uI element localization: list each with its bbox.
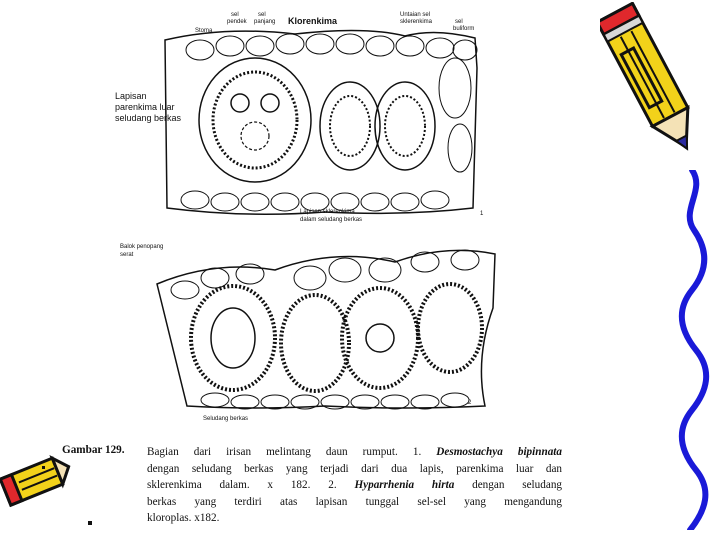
caption-line: sklerenkima dalam. x 182. 2. Hyparrhenia hirta dengan seludang xyxy=(147,479,563,491)
pencil-icon xyxy=(0,452,72,512)
label-sel-pendek: pendek xyxy=(227,19,247,25)
caption-line: dengan seludang berkas yang terjadi dari dua lapis, parenkima luar dan xyxy=(147,462,562,475)
label-sel-panjang: sel xyxy=(258,12,266,18)
label-lapisan-sklerenkima: dalam seludang berkas xyxy=(300,217,363,223)
label-sel-buliform: buliform xyxy=(453,26,475,32)
label-klorenkima: Klorenkima xyxy=(288,16,338,26)
caption-text xyxy=(147,444,562,527)
label-sel-pendek: sel xyxy=(231,12,239,18)
bullet-mark xyxy=(42,466,45,469)
label-balok-penopang: Balok penopang xyxy=(120,244,164,250)
species-name: Desmostachya bipinnata xyxy=(436,446,562,458)
leaf-cross-section-figure xyxy=(105,8,510,428)
label-lapisan-sklerenkima: Lapisan sklerenkima xyxy=(300,209,355,215)
label-untaian-sklerenkima: sklerenkima xyxy=(400,19,433,25)
label-lapisan-parenkima: parenkima luar xyxy=(115,102,175,112)
caption-line: berkas yang terdiri atas lapisan tunggal sel-sel yang mengandung xyxy=(147,495,562,508)
label-seludang-berkas: Seludang berkas xyxy=(203,416,249,422)
bullet-mark xyxy=(88,521,92,525)
species-name: Hyparrhenia hirta xyxy=(354,479,455,491)
caption-line: kloroplas. x182. xyxy=(147,512,220,524)
label-number-2: 2 xyxy=(468,400,472,406)
label-balok-penopang: serat xyxy=(120,252,134,258)
caption-label: Gambar 129. xyxy=(62,444,125,456)
pencil-icon xyxy=(600,2,710,162)
wavy-border-decoration xyxy=(676,170,716,530)
label-number-1: 1 xyxy=(480,211,484,217)
label-lapisan-parenkima: Lapisan xyxy=(115,91,147,101)
label-lapisan-parenkima: seludang berkas xyxy=(115,113,182,123)
caption-line: Bagian dari irisan melintang daun rumput. 1. Desmostachya bipinnata xyxy=(147,446,562,458)
label-sel-panjang: panjang xyxy=(254,19,276,25)
label-sel-buliform: sel xyxy=(455,19,463,25)
label-stoma: Stoma xyxy=(195,28,213,34)
label-untaian-sklerenkima: Untaian sel xyxy=(400,12,431,18)
